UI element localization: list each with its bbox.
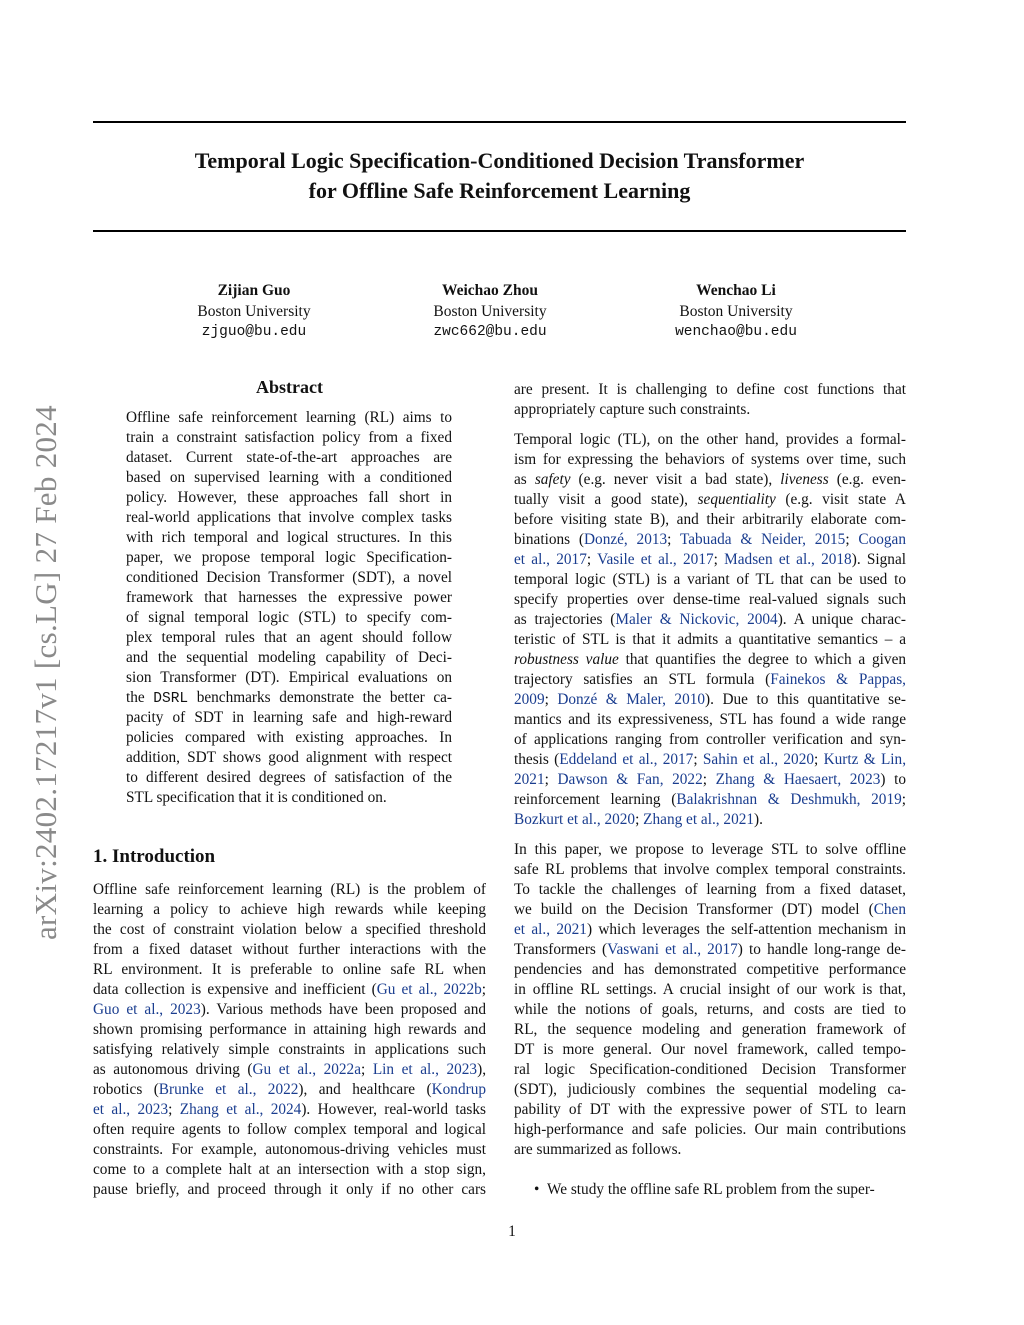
body-line: constraints. For example, autonomous-driving vehicles must: [93, 1141, 486, 1158]
citation-link[interactable]: Donzé & Maler, 2010: [557, 691, 706, 708]
author-email: wenchao@bu.edu: [675, 324, 797, 340]
abstract-line: sion Transformer (DT). Empirical evaluations on: [126, 669, 452, 686]
citation-link[interactable]: Zhang et al., 2021: [643, 811, 755, 828]
body-line: trajectory satisfies an STL formula (Fainekos & Pappas,: [514, 671, 906, 688]
citation-link[interactable]: Donzé, 2013: [584, 531, 668, 548]
abstract-line: real-world applications that involve complex tasks: [126, 509, 452, 526]
citation-link[interactable]: Madsen et al., 2018: [724, 551, 852, 568]
abstract-line: plex temporal rules that an agent should follow: [126, 629, 452, 646]
italic-term: safety: [534, 471, 571, 488]
body-line: specify properties over dense-time real-valued signals such: [514, 591, 906, 608]
body-line: tually visit a good state), sequentiality (e.g. visit state A: [514, 491, 906, 508]
body-text: as autonomous driving (: [93, 1061, 253, 1078]
author-affiliation: Boston University: [679, 302, 793, 320]
citation-link[interactable]: Zhang & Haesaert, 2023: [715, 771, 881, 788]
body-line: RL, the sequence modeling and generation framework of: [514, 1021, 906, 1038]
author-name: Weichao Zhou: [441, 282, 539, 299]
author-affiliation: Boston University: [197, 302, 311, 320]
author-name: Zijian Guo: [217, 282, 291, 299]
body-text: data collection is expensive and inefficient (: [93, 981, 377, 998]
citation-link[interactable]: Coogan: [858, 531, 906, 548]
intro-left-column: [93, 880, 486, 1200]
body-line: robustness value that quantifies the degree to which a given: [514, 651, 907, 668]
body-line: Offline safe reinforcement learning (RL) is the problem of: [93, 881, 486, 898]
author-1: [134, 281, 374, 343]
paragraph-gap: [514, 1160, 906, 1180]
italic-term: sequentiality: [697, 491, 776, 508]
body-line: come to a complete halt at an intersection with a stop sign,: [93, 1161, 486, 1178]
abstract-line: of signal temporal logic (STL) to specify com-: [126, 609, 452, 626]
citation-link[interactable]: Tabuada & Neider, 2015: [679, 531, 846, 548]
abstract-line: [126, 688, 452, 708]
citation-link[interactable]: Sahin et al., 2020: [702, 751, 815, 768]
bullet-text: We study the offline safe RL problem from the super-: [547, 1181, 875, 1198]
body-line: learning a policy to achieve high rewards while keeping: [93, 901, 486, 918]
citation-link[interactable]: 2009: [514, 691, 545, 708]
citation-link[interactable]: Bozkurt et al., 2020: [514, 811, 636, 828]
section-heading: 1. Introduction: [93, 846, 216, 867]
body-line: In this paper, we propose to leverage STL to solve offline: [514, 841, 906, 858]
italic-term: liveness: [780, 471, 829, 488]
author-email: zwc662@bu.edu: [433, 324, 547, 340]
citation-link[interactable]: Kurtz & Lin,: [823, 751, 907, 768]
abstract-line: addition, SDT shows good alignment with respect: [126, 749, 452, 766]
body-line: before visiting state B), and their arbitrarily elaborate com-: [514, 511, 906, 528]
body-text: ). Various methods have been proposed and: [200, 1001, 486, 1018]
abstract-line: policy. However, these approaches fall short in: [126, 489, 452, 506]
body-line: ism for expressing the behaviors of systems over time, such: [514, 451, 906, 468]
citation-link[interactable]: Guo et al., 2023: [93, 1001, 201, 1018]
body-line: as autonomous driving (Gu et al., 2022a; Lin et al., 2023),: [93, 1061, 487, 1078]
abstract-line: train a constraint satisfaction policy from a fixed: [126, 429, 452, 446]
body-line: pause briefly, and proceed through it only if no other cars: [93, 1181, 486, 1198]
abstract-line: Offline safe reinforcement learning (RL) aims to: [126, 409, 452, 426]
abstract-line: policies compared with existing approaches. In: [126, 729, 452, 746]
author-name: Wenchao Li: [696, 282, 776, 299]
body-line: RL environment. It is preferable to online safe RL when: [93, 961, 486, 978]
abstract-line: conditioned Decision Transformer (SDT), a novel: [126, 569, 452, 586]
body-line: (SDT), judiciously combines the sequential modeling ca-: [514, 1081, 906, 1098]
author-3: [616, 281, 856, 343]
body-line: binations (Donzé, 2013; Tabuada & Neider, 2015; Coogan: [514, 531, 906, 548]
citation-link[interactable]: Kondrup: [431, 1081, 486, 1098]
abstract-text: the: [126, 689, 154, 706]
citation-link[interactable]: et al., 2023: [93, 1101, 169, 1118]
body-line: et al., 2017; Vasile et al., 2017; Madsen et al., 2018). Signal: [514, 551, 906, 568]
abstract-line: paper, we propose temporal logic Specification-: [126, 549, 452, 566]
author-affiliation: Boston University: [433, 302, 547, 320]
right-column: [514, 380, 906, 1200]
citation-link[interactable]: Zhang et al., 2024: [179, 1101, 302, 1118]
top-rule: [93, 121, 906, 123]
abstract-text: benchmarks demonstrate the better ca-: [188, 689, 452, 706]
citation-link[interactable]: et al., 2017: [514, 551, 587, 568]
body-line: shown promising performance in attaining high rewards and: [93, 1021, 486, 1038]
abstract-line: to different desired degrees of satisfaction of the: [126, 769, 452, 786]
body-line: are present. It is challenging to define cost functions that: [514, 381, 906, 398]
body-line: the cost of constraint violation below a specified threshold: [93, 921, 486, 938]
paper-title: [93, 146, 906, 206]
citation-link[interactable]: Gu et al., 2022b: [376, 981, 482, 998]
body-text: robotics (: [93, 1081, 159, 1098]
abstract-line: and the sequential modeling capability of Deci-: [126, 649, 452, 666]
title-line-2: for Offline Safe Reinforcement Learning: [308, 178, 691, 203]
body-line: high-performance and safe policies. Our main contributions: [514, 1121, 906, 1138]
body-line: as trajectories (Maler & Nickovic, 2004). A unique charac-: [514, 611, 906, 628]
body-line: pability of DT with the expressive power of STL to learn: [514, 1101, 906, 1118]
body-line: from a fixed dataset without further interactions with the: [93, 941, 486, 958]
body-line: are summarized as follows.: [514, 1141, 682, 1158]
body-line: while the notions of goals, returns, and costs are tied to: [514, 1001, 906, 1018]
abstract-body: [126, 408, 452, 808]
abstract-heading: Abstract: [256, 377, 323, 397]
citation-link[interactable]: Dawson & Fan, 2022: [557, 771, 703, 788]
paragraph-gap: [514, 830, 906, 840]
body-line: 2009; Donzé & Maler, 2010). Due to this quantitative se-: [514, 691, 907, 708]
body-line: ral logic Specification-conditioned Decision Transformer: [514, 1061, 906, 1078]
citation-link[interactable]: 2021: [514, 771, 545, 788]
citation-link[interactable]: Lin et al., 2023: [372, 1061, 478, 1078]
body-line: reinforcement learning (Balakrishnan & Deshmukh, 2019;: [514, 791, 906, 808]
bullet-item: • We study the offline safe RL problem from the super-: [534, 1181, 875, 1198]
citation-link[interactable]: et al., 2021: [514, 921, 587, 938]
title-line-1: Temporal Logic Specification-Conditioned Decision Transformer: [194, 148, 805, 173]
body-line: we build on the Decision Transformer (DT) model (Chen: [514, 901, 906, 918]
body-line: mantics and its expressiveness, STL has found a wide range: [514, 711, 906, 728]
citation-link[interactable]: Chen: [873, 901, 906, 918]
body-line: et al., 2021) which leverages the self-attention mechanism in: [514, 921, 906, 938]
body-line: To tackle the challenges of learning from a fixed dataset,: [514, 881, 906, 898]
citation-link[interactable]: Eddeland et al., 2017: [559, 751, 694, 768]
bottom-title-rule: [93, 230, 906, 232]
abstract-line: dataset. Current state-of-the-art approaches are: [126, 449, 452, 466]
abstract-line: framework that harnesses the expressive power: [126, 589, 452, 606]
body-line: as safety (e.g. never visit a bad state), liveness (e.g. even-: [514, 471, 906, 488]
paragraph-gap: [514, 420, 906, 430]
body-line: Temporal logic (TL), on the other hand, provides a formal-: [514, 431, 906, 448]
abstract-line: with rich temporal and logical structures. In this: [126, 529, 452, 546]
author-email: zjguo@bu.edu: [201, 324, 307, 340]
body-line: of applications ranging from controller verification and syn-: [514, 731, 906, 748]
abstract-line: STL specification that it is conditioned on.: [126, 789, 387, 806]
body-line: Bozkurt et al., 2020; Zhang et al., 2021).: [514, 811, 763, 828]
body-line: [93, 1000, 486, 1020]
body-line: satisfying relatively simple constraints in applications such: [93, 1041, 486, 1058]
body-line: often require agents to follow complex temporal and logical: [93, 1121, 486, 1138]
body-line: temporal logic (STL) is a variant of TL that can be used to: [514, 571, 906, 588]
body-line: 2021; Dawson & Fan, 2022; Zhang & Haesaert, 2023) to: [514, 771, 906, 788]
page-number: 1: [508, 1223, 516, 1240]
body-line: et al., 2023; Zhang et al., 2024). However, real-world tasks: [93, 1101, 486, 1118]
body-line: robotics (Brunke et al., 2022), and healthcare (Kondrup: [93, 1081, 486, 1098]
body-line: in offline RL settings. A crucial insight of our work is that,: [514, 981, 906, 998]
citation-link[interactable]: Gu et al., 2022a: [252, 1061, 361, 1078]
body-line: appropriately capture such constraints.: [514, 401, 751, 418]
citation-link[interactable]: Fainekos & Pappas,: [770, 671, 906, 688]
author-2: [370, 281, 610, 343]
body-line: teristic of STL is that it admits a quantitative semantics – a: [514, 631, 906, 648]
citation-link[interactable]: Maler & Nickovic, 2004: [615, 611, 778, 628]
abstract-line: pacity of SDT in learning safe and high-reward: [126, 709, 452, 726]
body-line: safe RL problems that involve complex temporal constraints.: [514, 861, 906, 878]
body-line: thesis (Eddeland et al., 2017; Sahin et al., 2020; Kurtz & Lin,: [514, 751, 907, 768]
citation-link[interactable]: Vaswani et al., 2017: [607, 941, 738, 958]
citation-link[interactable]: Brunke et al., 2022: [158, 1081, 299, 1098]
body-line: DT is more general. Our novel framework, called tempo-: [514, 1041, 906, 1058]
dsrl-code: DSRL: [153, 691, 189, 707]
arxiv-identifier: arXiv:2402.17217v1 [cs.LG] 27 Feb 2024: [28, 405, 63, 940]
abstract-line: based on supervised learning with a conditioned: [126, 469, 452, 486]
body-line: Transformers (Vaswani et al., 2017) to handle long-range de-: [514, 941, 907, 958]
citation-link[interactable]: Vasile et al., 2017: [597, 551, 714, 568]
body-line: pendencies and has demonstrated competitive performance: [514, 961, 906, 978]
body-line: data collection is expensive and inefficient (Gu et al., 2022b;: [93, 981, 486, 998]
italic-term: robustness value: [514, 651, 619, 668]
citation-link[interactable]: Balakrishnan & Deshmukh, 2019: [676, 791, 902, 808]
